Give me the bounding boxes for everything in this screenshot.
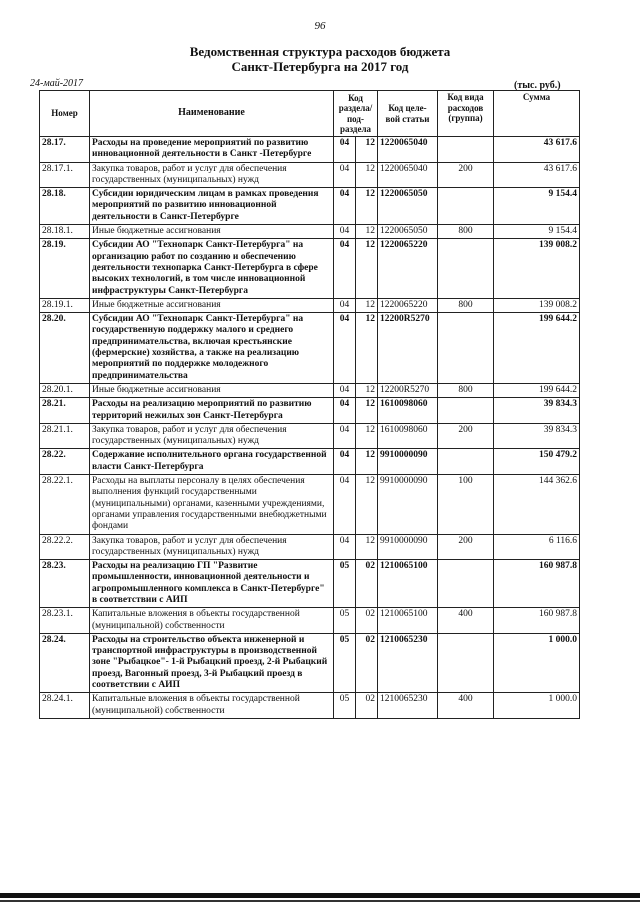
row-number: 28.19.1. (40, 298, 90, 312)
row-expense-type (438, 633, 494, 692)
row-number: 28.20. (40, 313, 90, 384)
row-subsection: 02 (356, 693, 378, 719)
row-subsection: 12 (356, 398, 378, 424)
header-section-code: Код раздела/ под- раздела (334, 91, 378, 137)
row-target-code: 12200R5270 (378, 313, 438, 384)
row-name: Закупка товаров, работ и услуг для обеспечения государственных (муниципальных) нужд (90, 534, 334, 560)
row-section: 04 (334, 423, 356, 449)
header-expense-type: Код вида расходов (группа) (438, 91, 494, 137)
row-sum: 39 834.3 (494, 423, 580, 449)
row-section: 04 (334, 398, 356, 424)
row-target-code: 1220065040 (378, 162, 438, 188)
row-subsection: 12 (356, 298, 378, 312)
row-number: 28.24. (40, 633, 90, 692)
row-name: Закупка товаров, работ и услуг для обеспечения государственных (муниципальных) нужд (90, 162, 334, 188)
row-target-code: 1210065100 (378, 560, 438, 608)
row-target-code: 9910000090 (378, 475, 438, 534)
row-subsection: 12 (356, 534, 378, 560)
row-expense-type: 100 (438, 475, 494, 534)
row-expense-type (438, 398, 494, 424)
row-section: 04 (334, 162, 356, 188)
table-row (40, 313, 580, 384)
row-sum: 150 479.2 (494, 449, 580, 475)
table-row (40, 423, 580, 449)
row-expense-type (438, 137, 494, 163)
row-number: 28.17. (40, 137, 90, 163)
row-target-code: 1610098060 (378, 423, 438, 449)
row-subsection: 12 (356, 137, 378, 163)
row-name: Субсидии юридическим лицам в рамках проведения мероприятий по развитию инновационной деятельности в Санкт-Петербурге (90, 188, 334, 225)
expenditure-table (39, 90, 580, 719)
row-name: Закупка товаров, работ и услуг для обеспечения государственных (муниципальных) нужд (90, 423, 334, 449)
row-expense-type (438, 560, 494, 608)
row-sum: 144 362.6 (494, 475, 580, 534)
row-sum: 9 154.4 (494, 188, 580, 225)
table-row (40, 162, 580, 188)
row-sum: 6 116.6 (494, 534, 580, 560)
row-expense-type: 200 (438, 423, 494, 449)
row-sum: 160 987.8 (494, 560, 580, 608)
row-sum: 1 000.0 (494, 693, 580, 719)
row-section: 04 (334, 137, 356, 163)
row-name: Содержание исполнительного органа государственной власти Санкт-Петербурга (90, 449, 334, 475)
row-expense-type: 200 (438, 162, 494, 188)
row-section: 04 (334, 534, 356, 560)
row-target-code: 1220065050 (378, 225, 438, 239)
row-sum: 1 000.0 (494, 633, 580, 692)
row-sum: 9 154.4 (494, 225, 580, 239)
row-subsection: 12 (356, 162, 378, 188)
row-target-code: 1220065220 (378, 298, 438, 312)
row-number: 28.20.1. (40, 383, 90, 397)
row-expense-type (438, 188, 494, 225)
row-section: 04 (334, 225, 356, 239)
header-number: Номер (40, 91, 90, 137)
header-name: Наименование (90, 91, 334, 137)
row-subsection: 12 (356, 475, 378, 534)
document-date: 24-май-2017 (30, 78, 84, 89)
row-sum: 43 617.6 (494, 137, 580, 163)
row-section: 05 (334, 693, 356, 719)
row-subsection: 12 (356, 449, 378, 475)
row-section: 04 (334, 298, 356, 312)
row-expense-type: 800 (438, 225, 494, 239)
row-name: Иные бюджетные ассигнования (90, 383, 334, 397)
table-row (40, 560, 580, 608)
row-target-code: 1220065040 (378, 137, 438, 163)
header-sum: Сумма (494, 91, 580, 137)
row-sum: 199 644.2 (494, 313, 580, 384)
row-name: Капитальные вложения в объекты государственной (муниципальной) собственности (90, 693, 334, 719)
row-subsection: 02 (356, 608, 378, 634)
row-target-code: 1210065230 (378, 693, 438, 719)
row-section: 04 (334, 383, 356, 397)
row-number: 28.21.1. (40, 423, 90, 449)
row-subsection: 12 (356, 313, 378, 384)
row-number: 28.23. (40, 560, 90, 608)
page-number: 96 (314, 20, 326, 32)
table-row (40, 398, 580, 424)
table-row (40, 225, 580, 239)
row-section: 05 (334, 560, 356, 608)
title-line-1: Ведомственная структура расходов бюджета (189, 44, 451, 59)
row-target-code: 1220065220 (378, 239, 438, 298)
row-subsection: 12 (356, 188, 378, 225)
row-name: Расходы на реализацию ГП "Развитие промышленности, инновационной деятельности и агропромышленного комплекса в Санкт-Петербурге" в соответствии с АИП (90, 560, 334, 608)
row-name: Иные бюджетные ассигнования (90, 298, 334, 312)
row-subsection: 12 (356, 225, 378, 239)
row-expense-type (438, 313, 494, 384)
row-section: 04 (334, 449, 356, 475)
document-title (0, 44, 640, 74)
row-section: 05 (334, 608, 356, 634)
table-row (40, 298, 580, 312)
table-row (40, 633, 580, 692)
row-number: 28.18.1. (40, 225, 90, 239)
row-name: Расходы на выплаты персоналу в целях обеспечения выполнения функций государственными (муниципальными) органами, казенными учреждениями, органами управления государственными внебюджетными фондами (90, 475, 334, 534)
row-section: 04 (334, 475, 356, 534)
row-number: 28.23.1. (40, 608, 90, 634)
row-name: Расходы на реализацию мероприятий по развитию территорий нежилых зон Санкт-Петербурга (90, 398, 334, 424)
row-number: 28.22. (40, 449, 90, 475)
row-number: 28.19. (40, 239, 90, 298)
row-number: 28.22.1. (40, 475, 90, 534)
row-section: 04 (334, 313, 356, 384)
row-target-code: 9910000090 (378, 449, 438, 475)
row-sum: 199 644.2 (494, 383, 580, 397)
row-target-code: 1220065050 (378, 188, 438, 225)
row-subsection: 12 (356, 383, 378, 397)
row-target-code: 9910000090 (378, 534, 438, 560)
header-target-code: Код целе- вой статьи (378, 91, 438, 137)
row-number: 28.24.1. (40, 693, 90, 719)
row-sum: 39 834.3 (494, 398, 580, 424)
row-sum: 139 008.2 (494, 239, 580, 298)
table-row (40, 608, 580, 634)
scan-edge-line (0, 900, 640, 902)
row-target-code: 1610098060 (378, 398, 438, 424)
table-row (40, 137, 580, 163)
row-target-code: 1210065100 (378, 608, 438, 634)
row-name: Расходы на строительство объекта инженерной и транспортной инфраструктуры в производственной зоне "Рыбацкое"- 1-й Рыбацкий проезд, 2-й Рыбацкий проезд, Вагонный проезд, 3-й Рыбацкий проезд в соответствии с АИП (90, 633, 334, 692)
row-name: Субсидии АО "Технопарк Санкт-Петербурга" на государственную поддержку малого и среднего предпринимательства, включая крестьянские (фермерские) хозяйства, а также на реализацию мероприятий по поддержке молодежного предпринимательства (90, 313, 334, 384)
row-section: 04 (334, 188, 356, 225)
row-sum: 160 987.8 (494, 608, 580, 634)
row-section: 04 (334, 239, 356, 298)
row-expense-type (438, 449, 494, 475)
row-expense-type: 400 (438, 693, 494, 719)
row-expense-type: 200 (438, 534, 494, 560)
currency-units: (тыс. руб.) (514, 80, 561, 91)
table-row (40, 383, 580, 397)
row-number: 28.22.2. (40, 534, 90, 560)
table-row (40, 693, 580, 719)
row-subsection: 02 (356, 633, 378, 692)
row-target-code: 1210065230 (378, 633, 438, 692)
table-row (40, 449, 580, 475)
row-name: Субсидии АО "Технопарк Санкт-Петербурга" на организацию работ по созданию и обеспечению деятельности технопарка Санкт-Петербурга в сфере высоких технологий, в том числе инновационной инфраструктуры Санкт-Петербурга (90, 239, 334, 298)
table-row (40, 534, 580, 560)
row-number: 28.21. (40, 398, 90, 424)
row-name: Капитальные вложения в объекты государственной (муниципальной) собственности (90, 608, 334, 634)
row-expense-type: 400 (438, 608, 494, 634)
row-number: 28.17.1. (40, 162, 90, 188)
row-section: 05 (334, 633, 356, 692)
table-row (40, 475, 580, 534)
row-sum: 139 008.2 (494, 298, 580, 312)
row-subsection: 02 (356, 560, 378, 608)
table-row (40, 188, 580, 225)
row-number: 28.18. (40, 188, 90, 225)
title-line-2: Санкт-Петербурга на 2017 год (231, 59, 409, 74)
row-expense-type (438, 239, 494, 298)
table-header-row (40, 91, 580, 137)
row-sum: 43 617.6 (494, 162, 580, 188)
table-row (40, 239, 580, 298)
row-subsection: 12 (356, 423, 378, 449)
scan-edge-bar (0, 893, 640, 898)
row-expense-type: 800 (438, 298, 494, 312)
row-target-code: 12200R5270 (378, 383, 438, 397)
row-subsection: 12 (356, 239, 378, 298)
row-name: Иные бюджетные ассигнования (90, 225, 334, 239)
row-expense-type: 800 (438, 383, 494, 397)
row-name: Расходы на проведение мероприятий по развитию инновационной деятельности в Санкт -Петербурге (90, 137, 334, 163)
